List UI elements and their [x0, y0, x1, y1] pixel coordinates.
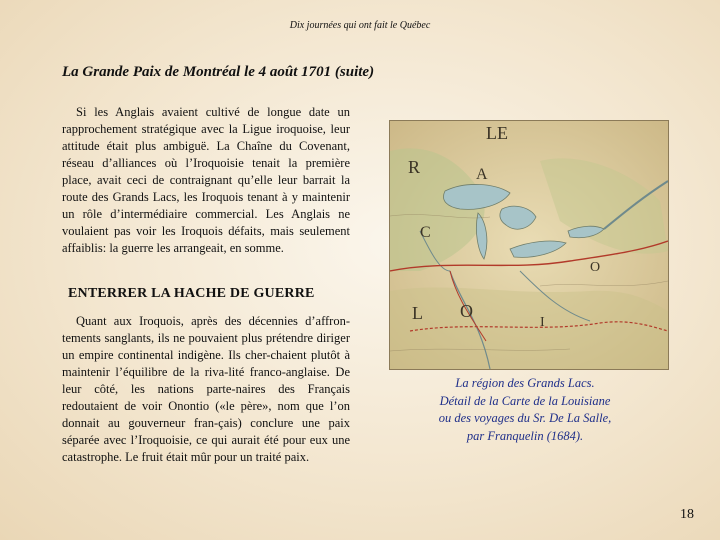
caption-line: Détail de la Carte de la Louisiane: [439, 393, 611, 408]
map-label: O: [590, 260, 601, 275]
caption-line: La région des Grands Lacs.: [455, 376, 595, 390]
map-label: C: [420, 224, 431, 241]
map-label: LE: [486, 123, 508, 143]
map-label: O: [460, 301, 473, 321]
running-header: Dix journées qui ont fait le Québec: [289, 20, 431, 31]
paragraph-2: Quant aux Iroquois, après des décennies d’affron-tements sanglants, ils ne pouvaient plus prétendre diriger un empire continental indigène. Ils cher-chaient plutôt à maintenir l’équilibre de la riva-lité franco-anglaise. De leur côté, les nations parte-naires des Français redoutaient de voir Onontio («le père», nom que l’on donnait au gouverneur fran-çais) conclure une paix séparée avec l’Iroquoisie, ce qui aurait été pour eux une catastrophe. Le fruit était mûr pour un traité paix.: [62, 314, 350, 464]
section-heading: ENTERRER LA HACHE DE GUERRE: [68, 286, 315, 301]
map-image: [389, 120, 669, 370]
paragraph-1: Si les Anglais avaient cultivé de longue date un rapprochement stratégique avec la Ligue iroquoise, leur attitude était plus ambiguë. La Chaîne du Covenant, réseau d’alliances où l’Iroquoisie tenait la première place, avait ceci de contraignant qu’elle leur barrait la route des Grands Lacs, les Iroquois tenant à y maintenir un rôle d’intermédiaire commercial. Les Anglais ne voulaient pas voir les Iroquois défaits, mais seulement affaiblis: la guerre les arrangeait, en somme.: [62, 105, 350, 255]
page-title: La Grande Paix de Montréal le 4 août 1701 (suite): [62, 64, 375, 80]
caption-line: ou des voyages du Sr. De La Salle,: [438, 411, 612, 425]
caption-line: par Franquelin (1684).: [466, 428, 584, 443]
map-label: I: [540, 315, 545, 330]
map-caption: [420, 375, 630, 445]
page-number: 18: [680, 507, 694, 522]
map-label: L: [412, 303, 423, 323]
map-label: R: [408, 157, 421, 177]
map-label: A: [476, 166, 488, 183]
